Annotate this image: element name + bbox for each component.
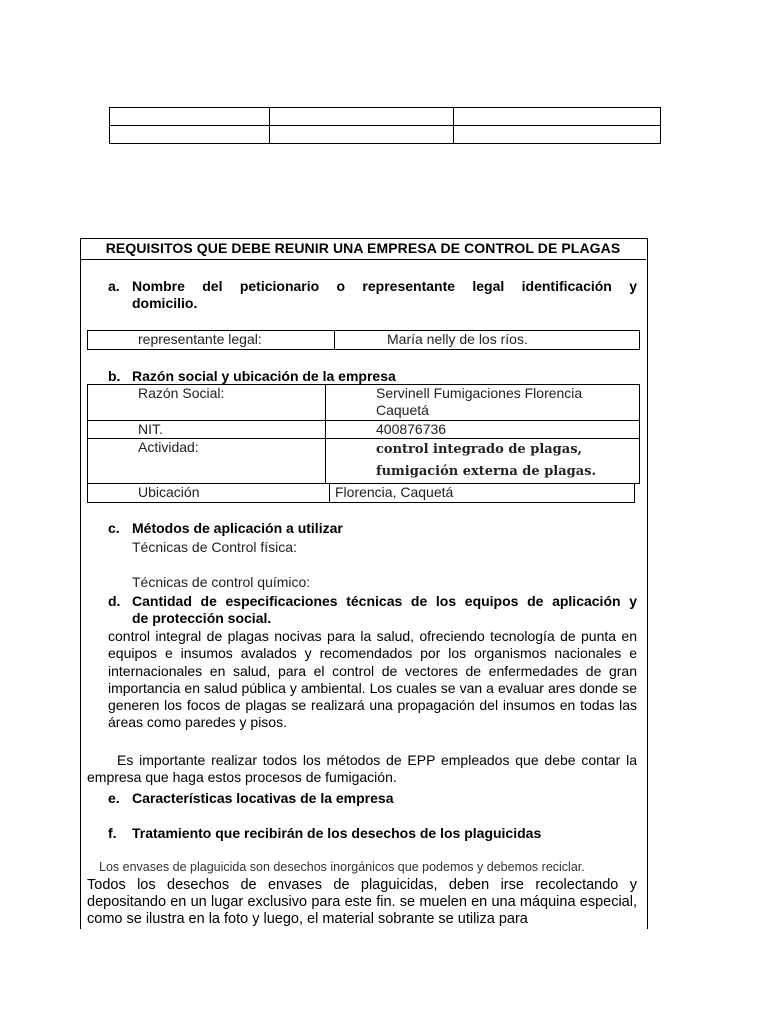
- page-title: REQUISITOS QUE DEBE REUNIR UNA EMPRESA DE CONTROL DE PLAGAS: [80, 238, 646, 260]
- table-row: [110, 108, 661, 126]
- section-a-heading-line1: a. Nombre del peticionario o representante legal identificación y: [108, 278, 637, 294]
- company-name-label: Razón Social:: [88, 385, 326, 421]
- location-table: [87, 483, 635, 503]
- chemical-control-item: Técnicas de control químico:: [132, 574, 311, 590]
- nit-value: 400876736: [326, 421, 640, 439]
- section-b-heading: b. Razón social y ubicación de la empresa: [108, 368, 396, 384]
- section-d-paragraph-2: Es importante realizar todos los métodos de EPP empleados que debe contar la empresa que haga estos procesos de fumigación.: [87, 752, 637, 786]
- table-row: [88, 385, 640, 421]
- nit-label: NIT.: [88, 421, 326, 439]
- representative-table: [87, 330, 640, 350]
- location-value: Florencia, Caquetá: [330, 484, 635, 503]
- section-e-heading: e. Características locativas de la empresa: [108, 790, 394, 806]
- physical-control-item: Técnicas de Control física:: [132, 539, 297, 555]
- section-f-paragraph: Todos los desechos de envases de plaguicidas, deben irse recolectando y depositando en un lugar exclusivo para este fin. se muelen en una máquina especial, como se ilustra en la foto y luego, el material sobrante se utiliza para: [87, 877, 637, 927]
- table-row: [88, 421, 640, 439]
- section-c-heading: c. Métodos de aplicación a utilizar: [108, 520, 343, 536]
- table-cell: [110, 126, 270, 144]
- company-name-value: Servinell Fumigaciones Florencia Caquetá: [326, 385, 640, 421]
- section-d-heading-line1: d. Cantidad de especificaciones técnicas de los equipos de aplicación y: [108, 593, 637, 609]
- table-cell: [270, 108, 454, 126]
- location-label: Ubicación: [88, 484, 330, 503]
- table-row: [88, 331, 640, 350]
- table-cell: [110, 108, 270, 126]
- table-row: [88, 484, 635, 503]
- section-f-intro: Los envases de plaguicida son desechos inorgánicos que podemos y debemos reciclar.: [99, 860, 585, 874]
- table-cell: [454, 126, 661, 144]
- table-cell: [454, 108, 661, 126]
- activity-value: control integrado de plagas, fumigación externa de plagas.: [326, 439, 640, 484]
- activity-label: Actividad:: [88, 439, 326, 484]
- section-a-heading-line2: domicilio.: [132, 295, 198, 311]
- header-empty-table: [109, 107, 661, 144]
- table-row: [88, 439, 640, 484]
- table-row: [110, 126, 661, 144]
- section-f-heading: f. Tratamiento que recibirán de los desechos de los plaguicidas: [108, 825, 542, 841]
- representative-value: María nelly de los ríos.: [335, 331, 640, 350]
- section-d-heading-line2: de protección social.: [132, 610, 272, 626]
- section-d-paragraph: control integral de plagas nocivas para la salud, ofreciendo tecnología de punta en equipos e insumos avalados y recomendados por los organismos nacionales e internacionales en salud, para el control de vectores de enfermedades de gran importancia en salud pública y ambiental. Los cuales se van a evaluar ares donde se generen los focos de plagas se realizará una propagación del insumos en todas las áreas como paredes y pisos.: [108, 628, 637, 731]
- company-info-table: [87, 384, 640, 484]
- representative-label: representante legal:: [88, 331, 335, 350]
- table-cell: [270, 126, 454, 144]
